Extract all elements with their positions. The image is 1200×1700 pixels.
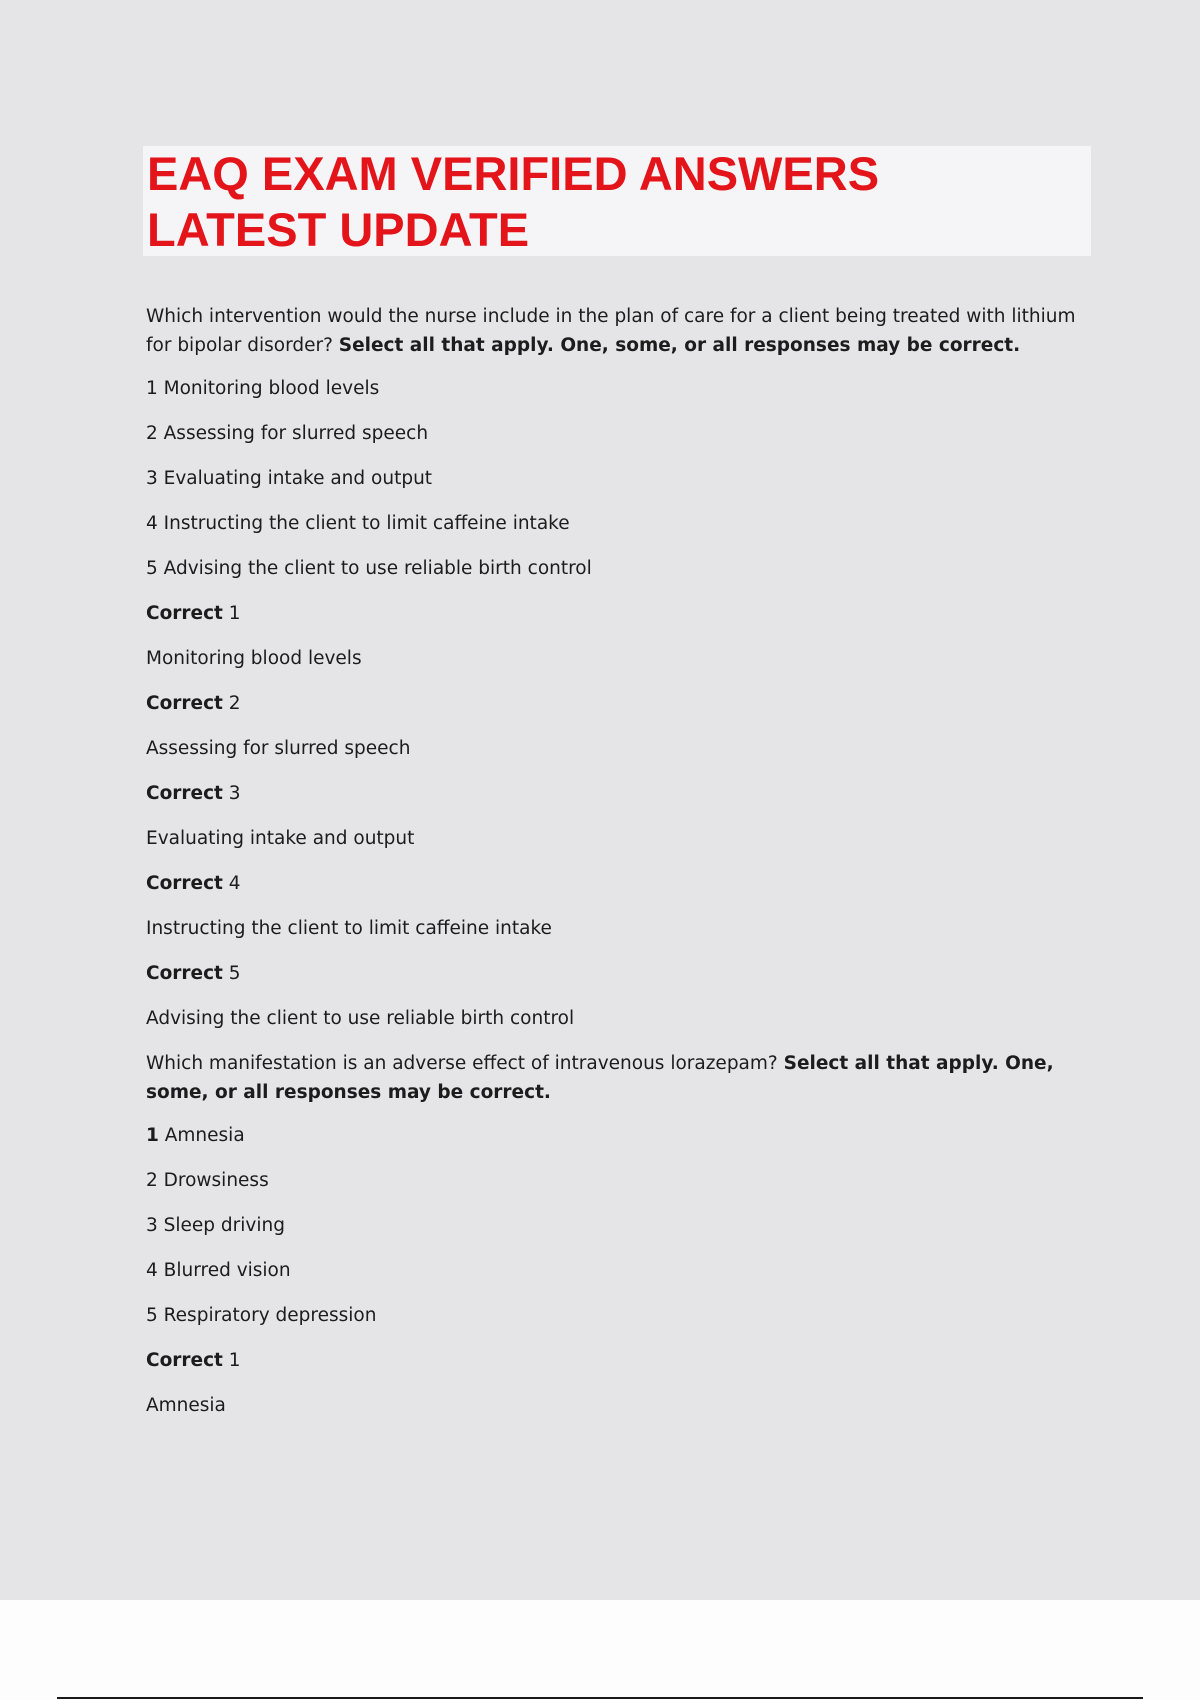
q1-option-5: 5 Advising the client to use reliable birth control [146, 558, 592, 579]
q1-answer-5-text: Advising the client to use reliable birth control [146, 1008, 575, 1029]
question-1-instruction: Select all that apply. One, some, or all responses may be correct. [338, 335, 1021, 356]
title-banner [143, 146, 1091, 256]
q1-option-3: 3 Evaluating intake and output [146, 468, 433, 489]
page-footer [0, 1600, 1200, 1700]
q1-option-4: 4 Instructing the client to limit caffeine intake [146, 513, 570, 534]
question-2-instruction: Select all that apply. One, some, or all responses may be correct. [146, 1053, 1054, 1103]
answer-number: 1 [222, 1350, 241, 1371]
correct-label: Correct [146, 963, 223, 984]
q1-option-1: 1 Monitoring blood levels [146, 378, 380, 399]
correct-label: Correct [146, 693, 223, 714]
question-1-text: Which intervention would the nurse include in the plan of care for a client being treated with lithium for bipolar disorder? [146, 306, 1076, 356]
q2-option-1 [146, 1121, 1096, 1166]
q1-answer-4-text: Instructing the client to limit caffeine intake [146, 918, 552, 939]
question-1 [146, 302, 1096, 360]
q1-answer-1-text: Monitoring blood levels [146, 648, 362, 669]
q1-answer-2-text: Assessing for slurred speech [146, 738, 411, 759]
q1-answer-4-heading [146, 869, 1096, 914]
footer-divider [57, 1697, 1143, 1699]
q2-option-3: 3 Sleep driving [146, 1215, 285, 1236]
correct-label: Correct [146, 783, 223, 804]
q2-option-4: 4 Blurred vision [146, 1260, 291, 1281]
question-2 [146, 1049, 1096, 1107]
q1-answer-3-heading [146, 779, 1096, 824]
answer-number: 4 [222, 873, 241, 894]
correct-label: Correct [146, 603, 223, 624]
correct-label: Correct [146, 1350, 223, 1371]
title-line-1: EAQ EXAM VERIFIED ANSWERS [147, 147, 880, 200]
answer-number: 3 [222, 783, 241, 804]
q2-option-1-number: 1 [146, 1125, 159, 1146]
question-2-text: Which manifestation is an adverse effect of intravenous lorazepam? [146, 1053, 784, 1074]
title-line-2: LATEST UPDATE [147, 203, 530, 256]
q2-answer-1-text: Amnesia [146, 1395, 226, 1416]
answer-number: 1 [222, 603, 241, 624]
document-content [146, 302, 1096, 1436]
q1-answer-1-heading [146, 599, 1096, 644]
q2-option-5: 5 Respiratory depression [146, 1305, 377, 1326]
q2-answer-1-heading [146, 1346, 1096, 1391]
q2-option-2: 2 Drowsiness [146, 1170, 269, 1191]
q1-answer-5-heading [146, 959, 1096, 1004]
q1-option-2: 2 Assessing for slurred speech [146, 423, 429, 444]
answer-number: 2 [222, 693, 241, 714]
correct-label: Correct [146, 873, 223, 894]
q1-answer-2-heading [146, 689, 1096, 734]
q2-option-1-text: Amnesia [158, 1125, 245, 1146]
answer-number: 5 [222, 963, 241, 984]
q1-answer-3-text: Evaluating intake and output [146, 828, 415, 849]
document-title [143, 146, 1091, 258]
